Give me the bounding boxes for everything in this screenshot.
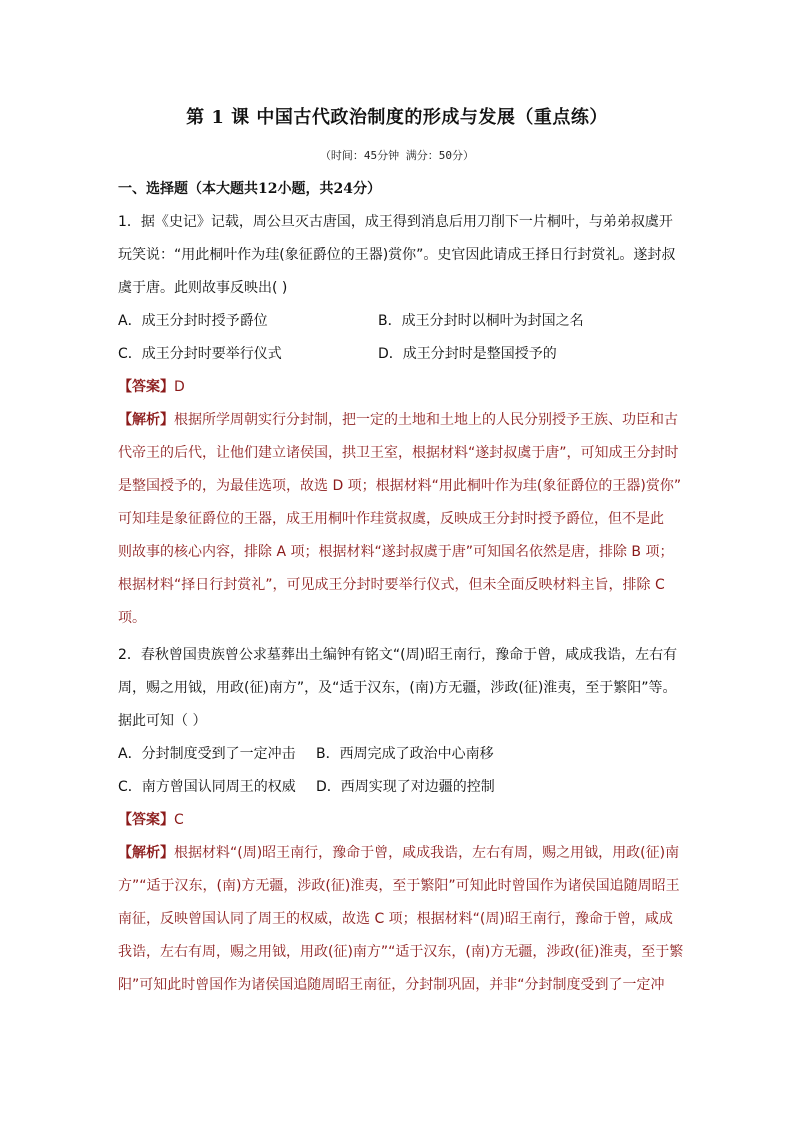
q1-stem-line-3: 虞于唐。此则故事反映出( ) xyxy=(118,280,288,296)
q1-option-d: D．成王分封时是整国授予的 xyxy=(378,346,557,362)
q1-option-b: B．成王分封时以桐叶为封国之名 xyxy=(378,313,584,329)
q1-analysis-line-1 xyxy=(118,410,678,430)
analysis-text: 根据所学周朝实行分封制，把一定的土地和土地上的人民分别授予王族、功臣和古 xyxy=(174,412,678,428)
q1-analysis-line-3: 是整国授予的，为最佳选项，故选 D 项；根据材料“用此桐叶作为珪(象征爵位的王器)赏你” xyxy=(118,478,682,494)
q2-stem-line-1: 2．春秋曾国贵族曾公求墓葬出土编钟有铭文“(周)昭王南行，豫命于曾，咸成我诰，左右有 xyxy=(118,647,678,663)
q1-analysis-line-4: 可知珪是象征爵位的王器，成王用桐叶作珪赏叔虞，反映成王分封时授予爵位，但不是此 xyxy=(118,511,664,527)
q2-answer xyxy=(118,810,184,830)
q1-answer xyxy=(118,377,185,397)
q2-stem-line-2: 周，赐之用钺，用政(征)南方”，及“适于汉东，(南)方无疆，涉政(征)淮夷，至于繁阳”等。 xyxy=(118,680,677,696)
q2-analysis-line-3: 南征，反映曾国认同了周王的权威，故选 C 项；根据材料“(周)昭王南行，豫命于曾，咸成 xyxy=(118,911,673,927)
answer-label: 【答案】 xyxy=(118,379,174,395)
analysis-label: 【解析】 xyxy=(118,845,174,861)
q1-analysis-line-2: 代帝王的后代，让他们建立诸侯国，拱卫王室，根据材料“遂封叔虞于唐”，可知成王分封时 xyxy=(118,445,679,461)
q1-analysis-line-7: 项。 xyxy=(118,610,146,626)
q2-analysis-line-1 xyxy=(118,843,679,863)
q2-analysis-line-5: 阳”可知此时曾国作为诸侯国追随周昭王南征，分封制巩固，并非“分封制度受到了一定冲 xyxy=(118,977,665,993)
q2-option-a: A．分封制度受到了一定冲击 xyxy=(118,746,296,762)
q2-option-b: B．西周完成了政治中心南移 xyxy=(316,746,494,762)
q2-option-d: D．西周实现了对边疆的控制 xyxy=(316,779,495,795)
q2-stem-line-3: 据此可知（ ） xyxy=(118,713,207,729)
analysis-label: 【解析】 xyxy=(118,412,174,428)
q1-stem-line-1: 1．据《史记》记载，周公旦灭古唐国，成王得到消息后用刀削下一片桐叶，与弟弟叔虞开 xyxy=(118,214,673,230)
exam-time-info: （时间：45分钟 满分：50分） xyxy=(319,149,475,162)
q1-analysis-line-5: 则故事的核心内容，排除 A 项；根据材料“遂封叔虞于唐”可知国名依然是唐，排除 B 项； xyxy=(118,544,674,560)
q1-analysis-line-6: 根据材料“择日行封赏礼”，可见成王分封时要举行仪式，但未全面反映材料主旨，排除 C xyxy=(118,577,665,593)
answer-value: D xyxy=(174,379,185,395)
q1-option-a: A．成王分封时授予爵位 xyxy=(118,313,268,329)
q1-option-c: C．成王分封时要举行仪式 xyxy=(118,346,282,362)
q2-analysis-line-4: 我诰，左右有周，赐之用钺，用政(征)南方”“适于汉东，(南)方无疆，涉政(征)淮夷，至于繁 xyxy=(118,944,684,960)
section-heading: 一、选择题（本大题共12小题，共24分） xyxy=(118,181,381,197)
q2-analysis-line-2: 方”“适于汉东，(南)方无疆，涉政(征)淮夷，至于繁阳”可知此时曾国作为诸侯国追随周昭王 xyxy=(118,878,680,894)
answer-value: C xyxy=(174,812,184,828)
q2-option-c: C．南方曾国认同周王的权威 xyxy=(118,779,296,795)
q1-stem-line-2: 玩笑说：“用此桐叶作为珪(象征爵位的王器)赏你”。史官因此请成王择日行封赏礼。遂封叔 xyxy=(118,247,676,263)
answer-label: 【答案】 xyxy=(118,812,174,828)
analysis-text: 根据材料“(周)昭王南行，豫命于曾，咸成我诰，左右有周，赐之用钺，用政(征)南 xyxy=(174,845,680,861)
page-title: 第 1 课 中国古代政治制度的形成与发展（重点练） xyxy=(186,107,608,128)
